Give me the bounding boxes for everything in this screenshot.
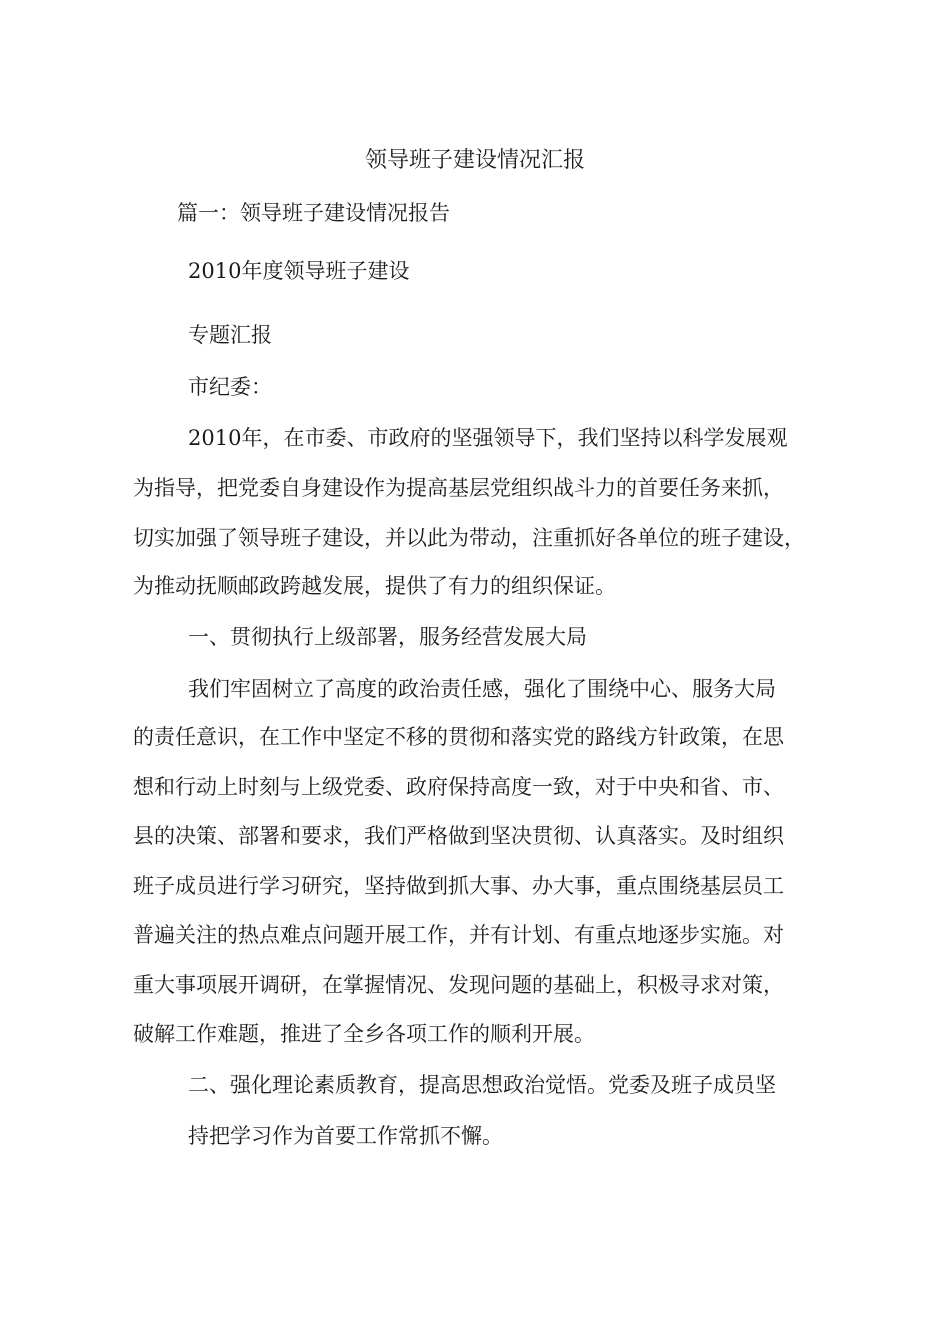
section2-line1: 二、强化理论素质教育，提高思想政治觉悟。党委及班子成员坚	[188, 1073, 776, 1097]
report-heading-line2: 专题汇报	[188, 323, 272, 347]
paragraph1-line: 切实加强了领导班子建设，并以此为带动，注重抓好各单位的班子建设，	[133, 526, 805, 550]
paragraph2-line: 破解工作难题，推进了全乡各项工作的顺利开展。	[133, 1022, 595, 1046]
document-title: 领导班子建设情况汇报	[364, 148, 585, 173]
section1-heading: 一、贯彻执行上级部署，服务经营发展大局	[188, 625, 587, 649]
paragraph2-line: 的责任意识，在工作中坚定不移的贯彻和落实党的路线方针政策，在思	[133, 725, 784, 749]
paragraph1-line: 2010年，在市委、市政府的坚强领导下，我们坚持以科学发展观	[188, 426, 788, 450]
paragraph2-line: 普遍关注的热点难点问题开展工作，并有计划、有重点地逐步实施。对	[133, 923, 784, 947]
paragraph2-line: 重大事项展开调研，在掌握情况、发现问题的基础上，积极寻求对策，	[133, 973, 784, 997]
document-subtitle: 篇一：领导班子建设情况报告	[177, 201, 450, 225]
section2-line2: 持把学习作为首要工作常抓不懈。	[188, 1124, 503, 1148]
paragraph2-line: 县的决策、部署和要求，我们严格做到坚决贯彻、认真落实。及时组织	[133, 824, 784, 848]
paragraph2-line: 我们牢固树立了高度的政治责任感，强化了围绕中心、服务大局	[188, 677, 776, 701]
paragraph2-line: 想和行动上时刻与上级党委、政府保持高度一致，对于中央和省、市、	[133, 775, 784, 799]
paragraph1-line: 为推动抚顺邮政跨越发展，提供了有力的组织保证。	[133, 574, 616, 598]
paragraph1-line: 为指导，把党委自身建设作为提高基层党组织战斗力的首要任务来抓，	[133, 476, 784, 500]
report-heading-line1: 2010年度领导班子建设	[188, 259, 410, 283]
paragraph2-line: 班子成员进行学习研究，坚持做到抓大事、办大事，重点围绕基层员工	[133, 874, 784, 898]
salutation: 市纪委：	[188, 375, 272, 399]
